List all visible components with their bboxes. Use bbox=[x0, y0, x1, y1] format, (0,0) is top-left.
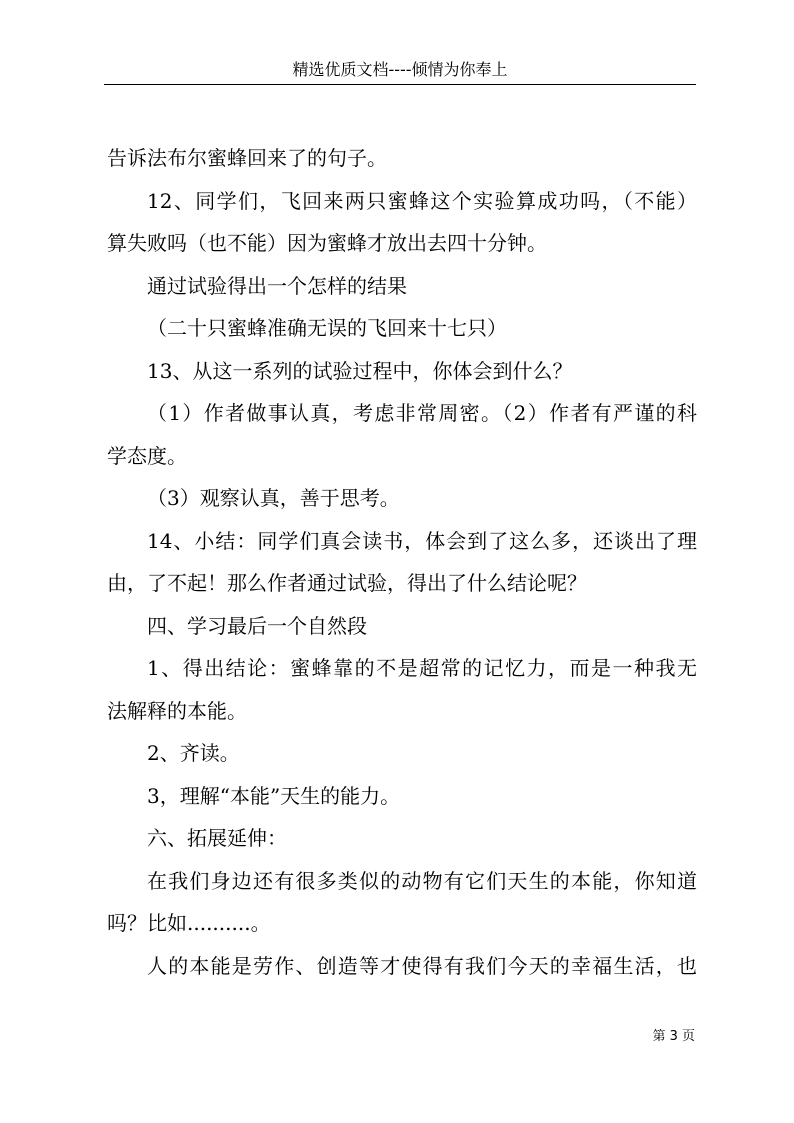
paragraph-line: 由，了不起！那么作者通过试验，得出了什么结论呢？ bbox=[107, 571, 587, 595]
page-number bbox=[652, 1028, 695, 1046]
paragraph-line: （3）观察认真，善于思考。 bbox=[147, 486, 400, 510]
header-title: 精选优质文档----倾情为你奉上 bbox=[292, 60, 508, 79]
paragraph-line: （二十只蜜蜂准确无误的飞回来十七只） bbox=[147, 316, 507, 340]
paragraph-line: 13、从这一系列的试验过程中，你体会到什么？ bbox=[147, 358, 573, 383]
paragraph-line: （1）作者做事认真，考虑非常周密。（2）作者有严谨的科 bbox=[147, 401, 697, 425]
paragraph-line: 学态度。 bbox=[107, 443, 187, 468]
paragraph-line: 吗？比如..........。 bbox=[107, 911, 271, 935]
paragraph-line: 通过试验得出一个怎样的结果 bbox=[147, 273, 407, 298]
paragraph-line: 六、拓展延伸： bbox=[147, 826, 287, 850]
paragraph-line: 告诉法布尔蜜蜂回来了的句子。 bbox=[107, 146, 387, 170]
paragraph-line: 12、同学们，飞回来两只蜜蜂这个实验算成功吗，（不能） bbox=[147, 188, 697, 213]
paragraph-line: 3，理解“本能”天生的能力。 bbox=[147, 783, 401, 808]
paragraph-line: 在我们身边还有很多类似的动物有它们天生的本能，你知道 bbox=[147, 868, 697, 893]
page-header bbox=[104, 56, 696, 85]
paragraph-line: 四、学习最后一个自然段 bbox=[147, 613, 367, 638]
paragraph-line: 1、得出结论：蜜蜂靠的不是超常的记忆力，而是一种我无 bbox=[147, 656, 697, 680]
document-body bbox=[107, 137, 697, 987]
paragraph-line: 2、齐读。 bbox=[147, 741, 240, 765]
paragraph-line: 14、小结：同学们真会读书，体会到了这么多，还谈出了理 bbox=[147, 528, 697, 553]
paragraph-line: 算失败吗（也不能）因为蜜蜂才放出去四十分钟。 bbox=[107, 231, 547, 255]
paragraph-line: 法解释的本能。 bbox=[107, 698, 247, 723]
page-number-label: 第 3 页 bbox=[652, 1029, 695, 1044]
paragraph-line: 人的本能是劳作、创造等才使得有我们今天的幸福生活，也 bbox=[147, 953, 697, 978]
